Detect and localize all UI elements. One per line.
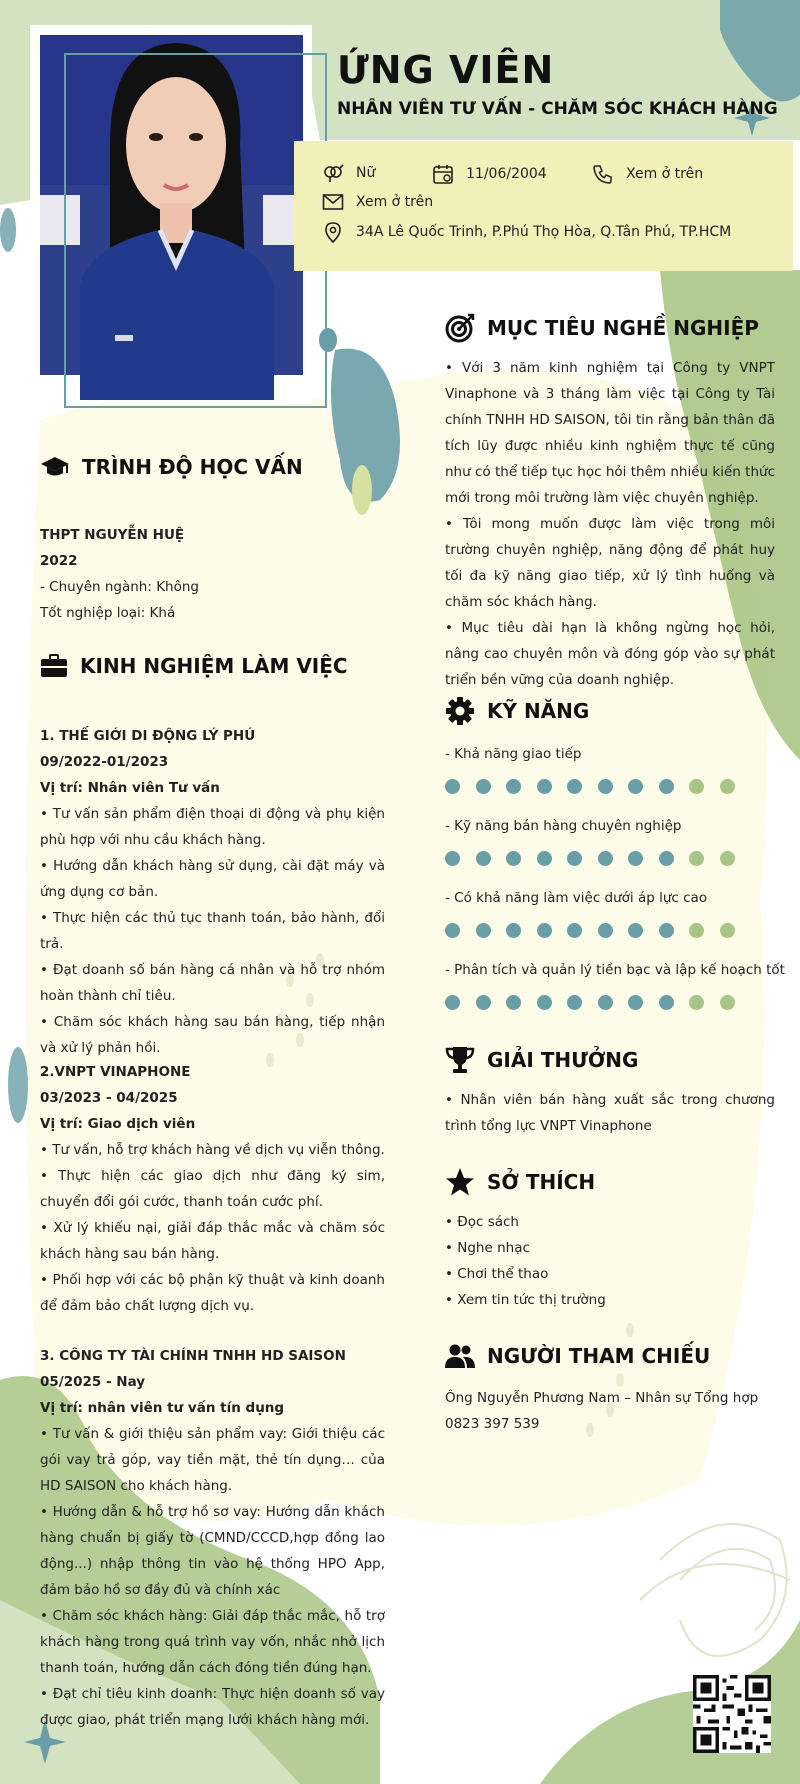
skill-rating [445, 779, 750, 794]
job-role: Vị trí: Giao dịch viên [40, 1116, 196, 1132]
job-period: 03/2023 - 04/2025 [40, 1090, 178, 1106]
envelope-icon [322, 193, 344, 211]
skill-label: - Có khả năng làm việc dưới áp lực cao [445, 890, 708, 906]
skill-rating [445, 923, 750, 938]
rating-dot-filled [537, 851, 552, 866]
job-bullet: • Tư vấn sản phẩm điện thoại di động và phụ kiện phù hợp với nhu cầu khách hàng. [40, 806, 385, 848]
rating-dot-filled [445, 779, 460, 794]
rating-dot-empty [720, 995, 735, 1010]
reference-name: Ông Nguyễn Phương Nam – Nhân sự Tổng hợp [445, 1390, 759, 1406]
target-icon [445, 313, 475, 343]
rating-dot-filled [567, 851, 582, 866]
page-title: ỨNG VIÊN [337, 48, 555, 92]
skills-heading [445, 696, 589, 726]
objective-paragraph: • Tôi mong muốn được làm việc trong môi trường chuyên nghiệp, năng động để phát huy tối đa kỹ năng giao tiếp, xử lý tình huống và chăm sóc khách hàng. [445, 516, 775, 610]
hobby-item: • Đọc sách [445, 1214, 519, 1230]
rating-dot-filled [628, 923, 643, 938]
job-period: 05/2025 - Nay [40, 1374, 146, 1390]
info-phone [592, 163, 703, 185]
rating-dot-filled [598, 923, 613, 938]
position-subtitle: NHÂN VIÊN TƯ VẤN - CHĂM SÓC KHÁCH HÀNG [337, 99, 778, 119]
rating-dot-empty [720, 851, 735, 866]
birthdate-value: 11/06/2004 [466, 166, 547, 182]
contact-info-band [294, 141, 793, 271]
rating-dot-filled [537, 779, 552, 794]
gender-icon [322, 163, 344, 183]
education-content [40, 522, 385, 626]
hobbies-list [445, 1209, 775, 1313]
job-bullet: • Đạt chỉ tiêu kinh doanh: Thực hiện doanh số vay được giao, phát triển mạng lưới khách hàng mới. [40, 1686, 385, 1728]
graduation-year: 2022 [40, 553, 78, 569]
star-icon [445, 1167, 475, 1197]
rating-dot-filled [537, 995, 552, 1010]
hobbies-heading-text: SỞ THÍCH [487, 1170, 596, 1194]
skills-heading-text: KỸ NĂNG [487, 699, 590, 723]
skill-label: - Kỹ năng bán hàng chuyên nghiệp [445, 818, 682, 834]
rating-dot-filled [506, 923, 521, 938]
job-company: 1. THẾ GIỚI DI ĐỘNG LÝ PHÚ [40, 728, 256, 744]
hobbies-heading [445, 1167, 595, 1197]
awards-heading-text: GIẢI THƯỞNG [487, 1048, 639, 1072]
rating-dot-filled [628, 779, 643, 794]
job-bullet: • Đạt doanh số bán hàng cá nhân và hỗ trợ nhóm hoàn thành chỉ tiêu. [40, 962, 385, 1004]
rating-dot-empty [689, 923, 704, 938]
rating-dot-filled [628, 851, 643, 866]
address-value: 34A Lê Quốc Trinh, P.Phú Thọ Hòa, Q.Tân Phú, TP.HCM [356, 224, 732, 240]
rating-dot-filled [598, 779, 613, 794]
references-heading-text: NGƯỜI THAM CHIẾU [487, 1344, 711, 1368]
job-bullet: • Hướng dẫn khách hàng sử dụng, cài đặt máy và ứng dụng cơ bản. [40, 858, 385, 900]
skill-rating [445, 851, 750, 866]
awards-text: • Nhân viên bán hàng xuất sắc trong chương trình tổng lực VNPT Vinaphone [445, 1092, 775, 1134]
rating-dot-filled [659, 923, 674, 938]
info-birthdate [432, 163, 547, 185]
briefcase-icon [40, 654, 68, 678]
trophy-icon [445, 1045, 475, 1075]
info-gender [322, 163, 375, 183]
references-heading [445, 1343, 710, 1369]
experience-heading [40, 654, 348, 678]
rating-dot-filled [476, 923, 491, 938]
job-role: Vị trí: nhân viên tư vấn tín dụng [40, 1400, 285, 1416]
info-email [322, 193, 433, 211]
rating-dot-filled [445, 995, 460, 1010]
rating-dot-filled [445, 851, 460, 866]
objective-heading [445, 313, 759, 343]
hobby-item: • Nghe nhạc [445, 1240, 530, 1256]
job-bullet: • Chăm sóc khách hàng: Giải đáp thắc mắc, hỗ trợ khách hàng trong quá trình vay vốn, nhắc nhở lịch thanh toán, hướng dẫn cách đóng tiền đúng hạn. [40, 1608, 385, 1676]
job-entry-3 [40, 1343, 385, 1733]
job-bullet: • Thực hiện các thủ tục thanh toán, bảo hành, đổi trả. [40, 910, 385, 952]
job-period: 09/2022-01/2023 [40, 754, 169, 770]
rating-dot-filled [445, 923, 460, 938]
job-company: 2.VNPT VINAPHONE [40, 1064, 191, 1080]
rating-dot-empty [689, 779, 704, 794]
people-icon [445, 1343, 475, 1369]
objective-paragraph: • Mục tiêu dài hạn là không ngừng học hỏi, nâng cao chuyên môn và đóng góp vào sự phát triển bền vững của doanh nghiệp. [445, 620, 775, 688]
rating-dot-filled [506, 995, 521, 1010]
gear-icon [445, 696, 475, 726]
rating-dot-filled [659, 851, 674, 866]
graduation-cap-icon [40, 455, 70, 479]
grade: Tốt nghiệp loại: Khá [40, 605, 176, 621]
hobby-item: • Chơi thể thao [445, 1266, 549, 1282]
email-value: Xem ở trên [356, 194, 434, 210]
rating-dot-filled [567, 923, 582, 938]
info-address [322, 221, 731, 243]
job-bullet: • Tư vấn & giới thiệu sản phẩm vay: Giới thiệu các gói vay trả góp, vay tiền mặt, thẻ tín dụng… của HD SAISON cho khách hàng. [40, 1426, 385, 1494]
photo-accent-border [64, 53, 327, 408]
gender-value: Nữ [356, 165, 376, 181]
rating-dot-filled [506, 851, 521, 866]
hobby-item: • Xem tin tức thị trường [445, 1292, 606, 1308]
calendar-icon [432, 163, 454, 185]
job-bullet: • Thực hiện các giao dịch như đăng ký sim, chuyển đổi gói cước, thanh toán cước phí. [40, 1168, 385, 1210]
job-bullet: • Xử lý khiếu nại, giải đáp thắc mắc và chăm sóc khách hàng sau bán hàng. [40, 1220, 385, 1262]
rating-dot-filled [567, 779, 582, 794]
rating-dot-filled [476, 779, 491, 794]
skill-label: - Khả năng giao tiếp [445, 746, 582, 762]
rating-dot-filled [537, 923, 552, 938]
job-role: Vị trí: Nhân viên Tư vấn [40, 780, 220, 796]
reference-phone: 0823 397 539 [445, 1416, 540, 1432]
job-bullet: • Tư vấn, hỗ trợ khách hàng về dịch vụ viễn thông. [40, 1142, 385, 1158]
job-bullet: • Chăm sóc khách hàng sau bán hàng, tiếp nhận và xử lý phản hồi. [40, 1014, 385, 1056]
job-company: 3. CÔNG TY TÀI CHÍNH TNHH HD SAISON [40, 1348, 346, 1364]
awards-heading [445, 1045, 638, 1075]
education-heading-text: TRÌNH ĐỘ HỌC VẤN [82, 455, 303, 479]
rating-dot-empty [720, 923, 735, 938]
rating-dot-empty [689, 995, 704, 1010]
objective-content [445, 355, 775, 693]
reference-content [445, 1385, 775, 1437]
job-entry-1 [40, 723, 385, 1061]
skill-label: - Phân tích và quản lý tiền bạc và lập kế hoạch tốt [445, 962, 785, 978]
rating-dot-filled [659, 779, 674, 794]
job-bullet: • Hướng dẫn & hỗ trợ hồ sơ vay: Hướng dẫn khách hàng chuẩn bị giấy tờ (CMND/CCCD,hợp đồng lao động...) nhập thông tin vào hệ thống HPO App, đảm bảo hồ sơ đầy đủ và chính xác [40, 1504, 385, 1598]
rating-dot-filled [659, 995, 674, 1010]
rating-dot-filled [476, 851, 491, 866]
rating-dot-empty [689, 851, 704, 866]
objective-heading-text: MỤC TIÊU NGHỀ NGHIỆP [487, 316, 759, 340]
phone-value: Xem ở trên [626, 166, 704, 182]
rating-dot-filled [628, 995, 643, 1010]
experience-heading-text: KINH NGHIỆM LÀM VIỆC [80, 654, 348, 678]
rating-dot-filled [598, 851, 613, 866]
rating-dot-empty [720, 779, 735, 794]
skill-rating [445, 995, 750, 1010]
rating-dot-filled [506, 779, 521, 794]
school-name: THPT NGUYỄN HUỆ [40, 527, 185, 543]
qr-code [693, 1675, 771, 1753]
job-entry-2 [40, 1059, 385, 1319]
rating-dot-filled [567, 995, 582, 1010]
rating-dot-filled [598, 995, 613, 1010]
job-bullet: • Phối hợp với các bộ phận kỹ thuật và kinh doanh để đảm bảo chất lượng dịch vụ. [40, 1272, 385, 1314]
major: - Chuyên ngành: Không [40, 579, 199, 595]
objective-paragraph: • Với 3 năm kinh nghiệm tại Công ty VNPT Vinaphone và 3 tháng làm việc tại Công ty Tài chính TNHH HD SAISON, tôi tin rằng bản thân đã tích lũy được nhiều kinh nghiệm thực tế cũng như có thể tiếp tục học hỏi thêm nhiều kiến thức mới trong môi trường làm việc chuyên nghiệp. [445, 360, 775, 506]
education-heading [40, 455, 303, 479]
phone-icon [592, 163, 614, 185]
rating-dot-filled [476, 995, 491, 1010]
location-pin-icon [322, 221, 344, 243]
